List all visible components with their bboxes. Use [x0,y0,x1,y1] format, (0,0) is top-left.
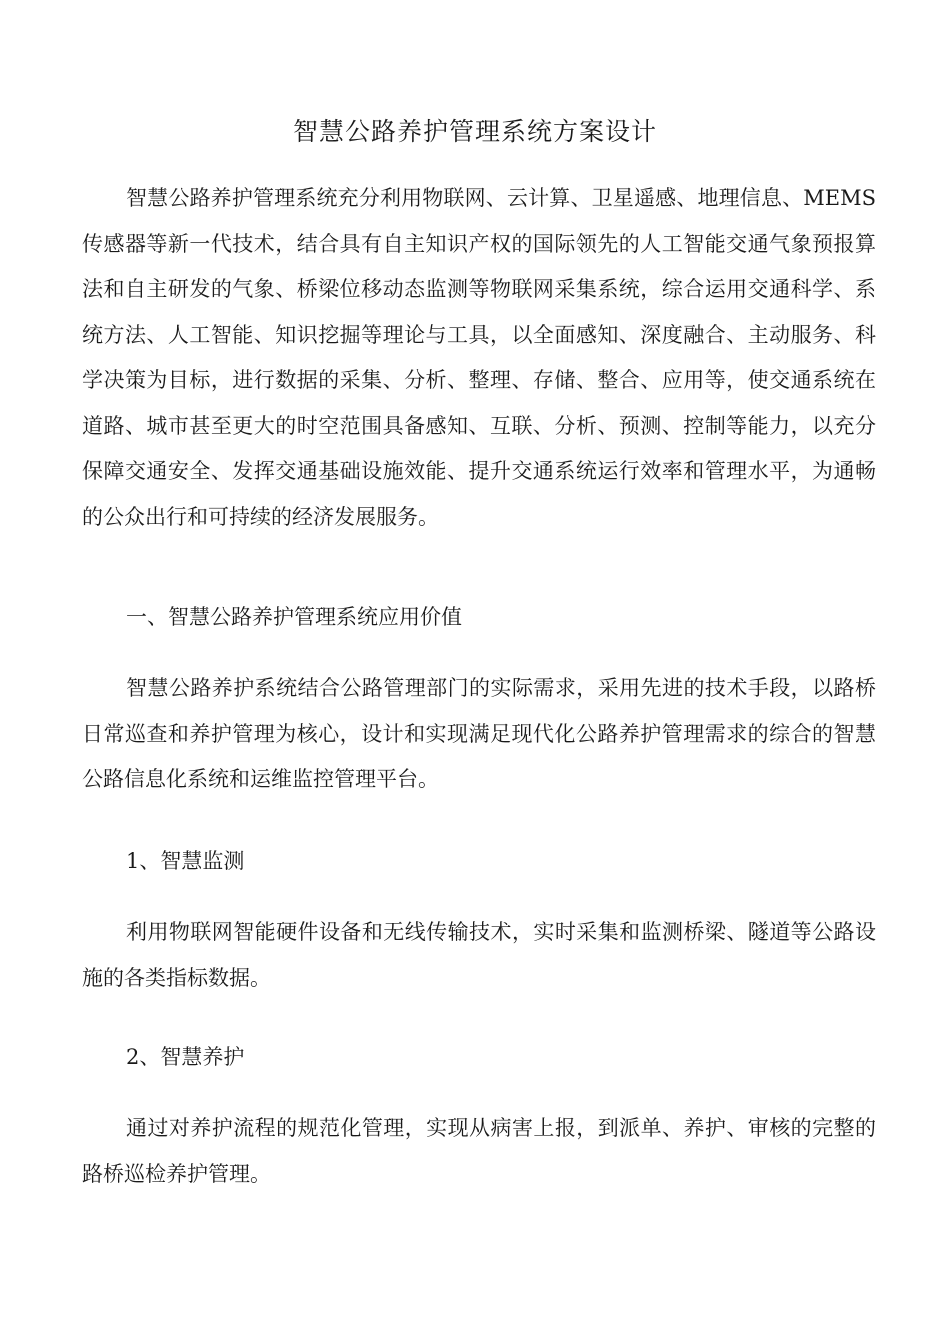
document-title: 智慧公路养护管理系统方案设计 [292,117,657,146]
section-heading-application-value: 一、智慧公路养护管理系统应用价值 [126,605,462,629]
section-paragraph-application-value: 智慧公路养护系统结合公路管理部门的实际需求，采用先进的技术手段，以路桥日常巡查和养护管理为核心，设计和实现满足现代化公路养护管理需求的综合的智慧公路信息化系统和运维监控管理平台。 [82,676,876,791]
item-heading-smart-monitoring: 1、智慧监测 [126,849,245,873]
item-paragraph-smart-maintenance: 通过对养护流程的规范化管理，实现从病害上报，到派单、养护、审核的完整的路桥巡检养护管理。 [82,1116,876,1186]
intro-paragraph: 智慧公路养护管理系统充分利用物联网、云计算、卫星遥感、地理信息、MEMS传感器等新一代技术，结合具有自主知识产权的国际领先的人工智能交通气象预报算法和自主研发的气象、桥梁位移动态监测等物联网采集系统，综合运用交通科学、系统方法、人工智能、知识挖掘等理论与工具，以全面感知、深度融合、主动服务、科学决策为目标，进行数据的采集、分析、整理、存储、整合、应用等，使交通系统在道路、城市甚至更大的时空范围具备感知、互联、分析、预测、控制等能力，以充分保障交通安全、发挥交通基础设施效能、提升交通系统运行效率和管理水平，为通畅的公众出行和可持续的经济发展服务。 [82,186,876,529]
item-heading-smart-maintenance: 2、智慧养护 [126,1045,245,1069]
item-paragraph-smart-monitoring: 利用物联网智能硬件设备和无线传输技术，实时采集和监测桥梁、隧道等公路设施的各类指标数据。 [82,920,876,990]
